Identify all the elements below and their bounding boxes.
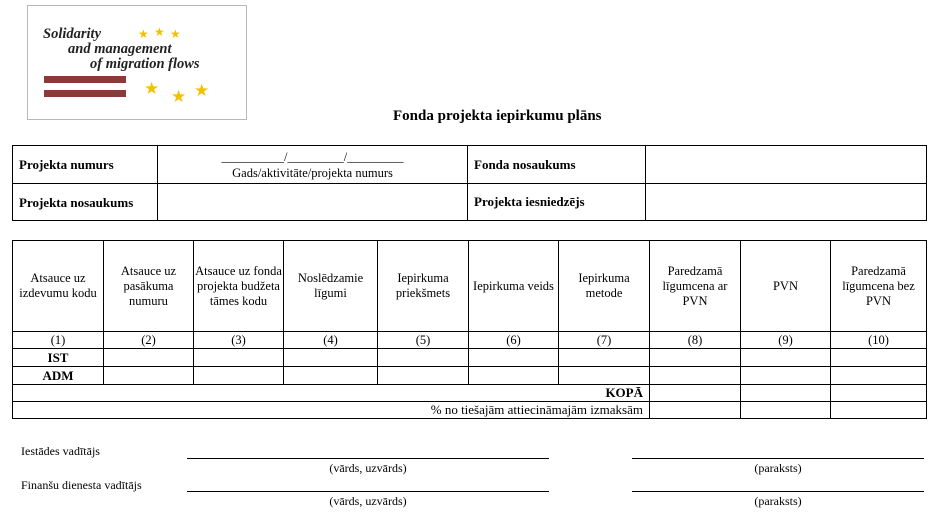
table-cell[interactable]: [284, 367, 378, 385]
percent-row: [13, 402, 927, 419]
kopa-row: [13, 385, 927, 402]
number-pattern: __________/_________/_________: [221, 149, 404, 164]
paraksts-caption: (paraksts): [754, 461, 802, 475]
table-cell[interactable]: [831, 385, 927, 402]
column-number: (3): [194, 332, 284, 349]
column-number: (9): [741, 332, 831, 349]
table-cell[interactable]: [650, 402, 741, 419]
table-cell[interactable]: [469, 349, 559, 367]
logo-stripe: [44, 90, 126, 97]
star-icon: ★: [170, 27, 181, 41]
star-icon: ★: [171, 87, 187, 106]
table-cell[interactable]: [741, 367, 831, 385]
logo-stripe: [44, 76, 126, 83]
paraksts-caption: (paraksts): [754, 494, 802, 508]
number-caption: Gads/aktivitāte/projekta numurs: [232, 165, 393, 180]
header-cell: Noslēdzamie līgumi: [284, 241, 378, 332]
table-cell[interactable]: [284, 349, 378, 367]
header-cell: Iepirkuma metode: [559, 241, 650, 332]
table-cell[interactable]: [559, 367, 650, 385]
header-cell: PVN: [741, 241, 831, 332]
signature-line[interactable]: [632, 458, 924, 459]
star-icon: ★: [144, 79, 160, 98]
row-label-adm: ADM: [13, 367, 104, 385]
projekta-iesniedzejs-label: Projekta iesniedzējs: [468, 184, 646, 221]
projekta-nosaukums-label: Projekta nosaukums: [13, 184, 158, 221]
projekta-iesniedzejs-field[interactable]: [646, 184, 927, 221]
table-cell[interactable]: [650, 385, 741, 402]
table-row: [13, 367, 927, 385]
column-number: (10): [831, 332, 927, 349]
projekta-numurs-label: Projekta numurs: [13, 146, 158, 184]
table-cell[interactable]: [831, 367, 927, 385]
column-number: (5): [378, 332, 469, 349]
logo-line-3: of migration flows: [90, 56, 200, 72]
header-cell: Paredzamā līgumcena bez PVN: [831, 241, 927, 332]
table-cell[interactable]: [741, 402, 831, 419]
page-title: Fonda projekta iepirkumu plāns: [393, 108, 602, 124]
fonda-nosaukums-field[interactable]: [646, 146, 927, 184]
table-cell[interactable]: [650, 349, 741, 367]
vards-caption: (vārds, uzvārds): [329, 461, 407, 475]
logo: [27, 5, 247, 120]
header-cell: Atsauce uz pasākuma numuru: [104, 241, 194, 332]
fonda-nosaukums-label: Fonda nosaukums: [468, 146, 646, 184]
column-number: (4): [284, 332, 378, 349]
vards-caption: (vārds, uzvārds): [329, 494, 407, 508]
table-cell[interactable]: [831, 402, 927, 419]
column-number: (6): [469, 332, 559, 349]
kopa-label: KOPĀ: [13, 385, 650, 402]
iestades-vaditajs-label: Iestādes vadītājs: [21, 444, 100, 458]
finansu-vaditajs-label: Finanšu dienesta vadītājs: [21, 478, 142, 492]
table-cell[interactable]: [104, 349, 194, 367]
column-number: (2): [104, 332, 194, 349]
table-row: [13, 349, 927, 367]
column-number: (8): [650, 332, 741, 349]
table-cell[interactable]: [831, 349, 927, 367]
table-cell[interactable]: [194, 367, 284, 385]
header-cell: Atsauce uz fonda projekta budžeta tāmes kodu: [194, 241, 284, 332]
column-number: (7): [559, 332, 650, 349]
table-cell[interactable]: [194, 349, 284, 367]
star-icon: ★: [154, 25, 165, 39]
table-cell[interactable]: [378, 367, 469, 385]
header-cell: Paredzamā līgumcena ar PVN: [650, 241, 741, 332]
table-cell[interactable]: [559, 349, 650, 367]
row-label-ist: IST: [13, 349, 104, 367]
logo-line-1: Solidarity: [43, 26, 102, 42]
table-cell[interactable]: [741, 385, 831, 402]
star-icon: ★: [194, 81, 210, 100]
table-cell[interactable]: [741, 349, 831, 367]
name-line[interactable]: [187, 458, 549, 459]
percent-label: % no tiešajām attiecināmajām izmaksām: [13, 402, 650, 419]
header-cell: Iepirkuma veids: [469, 241, 559, 332]
projekta-numurs-field[interactable]: [158, 146, 468, 184]
signature-line[interactable]: [632, 491, 924, 492]
header-cell: Iepirkuma priekšmets: [378, 241, 469, 332]
project-info-table: [12, 145, 927, 221]
header-cell: Atsauce uz izdevumu kodu: [13, 241, 104, 332]
table-cell[interactable]: [650, 367, 741, 385]
logo-line-2: and management: [68, 41, 172, 57]
table-cell[interactable]: [104, 367, 194, 385]
projekta-nosaukums-field[interactable]: [158, 184, 468, 221]
table-cell[interactable]: [378, 349, 469, 367]
procurement-plan-table: [12, 240, 927, 419]
star-icon: ★: [138, 27, 149, 41]
table-cell[interactable]: [469, 367, 559, 385]
name-line[interactable]: [187, 491, 549, 492]
column-number: (1): [13, 332, 104, 349]
